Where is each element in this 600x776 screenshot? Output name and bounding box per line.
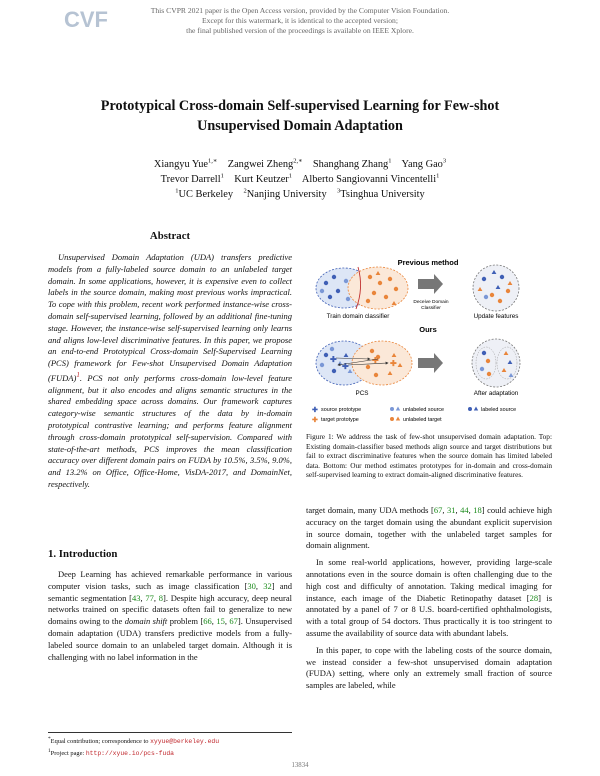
- target-prototype-marker: ✚: [312, 417, 318, 424]
- previous-method-label: Previous method: [397, 258, 459, 267]
- right-paragraph-3: In this paper, to cope with the labeling costs of the source domain, we instead consider a few-shot unsupervised domain adaptation (FUDA) setting, where only an extremely small fraction of source samples are labeled, while: [306, 644, 552, 691]
- abstract-paragraph: [48, 252, 292, 491]
- figure-1: [306, 255, 552, 427]
- citation-link[interactable]: 43: [131, 592, 141, 603]
- svg-text:✚: ✚: [390, 359, 397, 368]
- paper-title: [40, 96, 560, 136]
- author-block: [40, 157, 560, 202]
- affiliation-sup: 3: [337, 187, 341, 195]
- citation-link[interactable]: 67: [229, 616, 238, 627]
- citation-link[interactable]: 77: [145, 592, 154, 603]
- pcs-arrow: [418, 353, 443, 373]
- update-features-label: Update features: [473, 313, 519, 320]
- unlabeled-target-triangle: [396, 417, 400, 421]
- title-line-2: Unsupervised Domain Adaptation: [197, 118, 403, 134]
- footnote-2: [48, 747, 292, 759]
- right-paragraph-2: [306, 557, 552, 640]
- unlabeled-source-triangle: [396, 407, 400, 411]
- author-line-1: [40, 157, 560, 172]
- intro-text: ,: [140, 592, 146, 603]
- author-sup: 1: [288, 172, 293, 180]
- footnote-ref[interactable]: 1: [76, 370, 80, 379]
- deceive-label-line-2: Classifier: [421, 306, 441, 311]
- intro-text: ,: [255, 580, 264, 591]
- author-sup: 1: [388, 157, 392, 165]
- author-name: Zangwei Zheng: [227, 159, 294, 170]
- body-text: ] could achieve high accuracy on the target domain using the abundant explicit supervision in source domain, together with the unlabeled target samples for domain alignment.: [306, 505, 553, 551]
- svg-text:✚: ✚: [342, 362, 349, 371]
- body-text: ,: [468, 505, 474, 515]
- legend-source-prototype: source prototype: [321, 407, 362, 413]
- affiliation: Tsinghua University: [340, 189, 425, 200]
- body-text: ,: [455, 505, 461, 515]
- author-name: Yang Gao: [401, 159, 443, 170]
- citation-link[interactable]: 44: [460, 505, 469, 515]
- author-sup: 3: [442, 157, 447, 165]
- author-name: Trevor Darrell: [160, 174, 221, 185]
- intro-text: ]. Despite high accuracy, deep neural networks trained on specific datasets often fail to generalize to new domains owing to the: [48, 592, 292, 627]
- unlabeled-target-marker: [390, 417, 394, 421]
- pcs-diagram: [316, 341, 412, 397]
- watermark-line-3: the final published version of the proceedings is available on IEEE Xplore.: [186, 26, 414, 35]
- citation-link[interactable]: 28: [529, 592, 539, 603]
- affiliation-line: [40, 187, 560, 202]
- ours-label: Ours: [419, 325, 437, 334]
- footnote-mark: *: [48, 736, 51, 742]
- legend-unlabeled-source: unlabeled source: [403, 407, 445, 413]
- citation-link[interactable]: 67: [433, 505, 443, 515]
- intro-text: ,: [153, 592, 159, 603]
- legend-labeled-source: labeled source: [481, 407, 517, 413]
- intro-emphasis: domain shift: [124, 616, 168, 627]
- body-text: ,: [442, 505, 447, 515]
- intro-text: ] and semantic segmentation [: [48, 580, 292, 603]
- body-text: ] is annotated by a panel of 7 or 8 U.S. board-certified ophthalmologists, with a total group of 54 doctors. Thus practically it is too stringent to assume the availability of source data with abundant labels.: [306, 592, 553, 638]
- abstract-body: [48, 252, 292, 491]
- abstract-text: . PCS not only performs cross-domain low-level feature alignment, but it also encodes and aligns semantic structures in the shared embedding space across domains. Our framework captures category-wise semantic structures of the data by in-domain prototypical contrastive learning; and performs feature alignment through cross-domain prototypical self-supervision. Compared with state-of-the-art methods, PCS improves the mean classification accuracy over different domain pairs on FUDA by 10.5%, 3.5%, 9.0%, and 13.2% on Office, Office-Home, VisDA-2017, and DomainNet, respectively.: [48, 372, 292, 489]
- intro-body: [48, 569, 292, 663]
- right-paragraph-1: [306, 505, 552, 552]
- train-domain-classifier-diagram: [316, 267, 408, 320]
- author-sup: 1: [220, 172, 224, 180]
- pcs-label: PCS: [355, 390, 369, 397]
- author-name: Alberto Sangiovanni Vincentelli: [301, 174, 437, 185]
- title-line-1: Prototypical Cross-domain Self-supervised Learning for Few-shot: [100, 98, 500, 114]
- author-sup: 2,∗: [293, 157, 303, 165]
- svg-text:✚: ✚: [372, 356, 379, 365]
- figure-legend: [312, 406, 516, 424]
- footnote-mark: 1: [48, 747, 51, 754]
- intro-text: ,: [224, 616, 230, 627]
- after-adaptation-label: After adaptation: [473, 390, 519, 397]
- figure-caption: Figure 1: We address the task of few-shot unsupervised domain adaptation. Top: Existing domain-classifier based methods align source and target distributions but fail to extract discriminative features when the source domain has limited labeled data. Bottom: Our method estimates prototypes for in-domain and cross-domain self-supervised learning to extract domain-aligned discriminative features.: [306, 432, 552, 480]
- watermark-line-2: Except for this watermark, it is identical to the accepted version;: [202, 16, 398, 25]
- affiliation-sup: 1: [175, 187, 179, 195]
- intro-text: problem [: [167, 616, 204, 627]
- pcs-arrow-shape: [418, 353, 443, 373]
- email-link[interactable]: xyyue@berkeley.edu: [150, 738, 220, 746]
- labeled-source-marker: [468, 407, 472, 411]
- author-name: Xiangyu Yue: [153, 159, 209, 170]
- footnote-1: [48, 735, 292, 747]
- footnotes: [48, 732, 292, 758]
- labeled-source-triangle: [474, 407, 478, 411]
- deceive-label-line-1: Deceive Domain: [413, 300, 449, 305]
- intro-heading: 1. Introduction: [48, 548, 118, 560]
- right-column-body: [306, 505, 552, 692]
- abstract-heading: Abstract: [149, 230, 191, 242]
- affiliation: Nanjing University: [246, 189, 327, 200]
- watermark-line-1: This CVPR 2021 paper is the Open Access version, provided by the Computer Vision Foundation.: [150, 6, 450, 15]
- citation-link[interactable]: 31: [446, 505, 456, 515]
- unlabeled-source-marker: [390, 407, 394, 411]
- intro-text: ]. Unsupervised domain adaptation (UDA) transfers predictive models from a fully-labeled source domain to an unlabeled target domain. Although it is challenging with no label information in the: [48, 616, 292, 662]
- affiliation: UC Berkeley: [178, 189, 234, 200]
- citation-link[interactable]: 18: [473, 505, 482, 515]
- citation-link[interactable]: 66: [203, 616, 212, 627]
- page-number: 13834: [291, 762, 309, 769]
- project-page-link[interactable]: http://xyue.io/pcs-fuda: [85, 749, 175, 757]
- svg-text:✚: ✚: [330, 355, 337, 364]
- train-domain-classifier-label: Train domain classifier: [326, 313, 390, 320]
- after-adaptation-diagram: [472, 339, 520, 397]
- citation-link[interactable]: 15: [216, 616, 225, 627]
- open-access-watermark: [0, 6, 600, 36]
- deceive-arrow: [413, 274, 449, 311]
- citation-link[interactable]: 8: [158, 592, 163, 603]
- body-text: In some real-world applications, however, providing large-scale annotations even in the source domain is often challenging due to the high cost and difficulty of annotation. Taking medical imaging for instance, each image of the Diabetic Retinopathy dataset [: [306, 557, 552, 603]
- citation-link[interactable]: 32: [263, 580, 272, 591]
- legend-target-prototype: target prototype: [321, 417, 359, 423]
- author-line-2: [40, 172, 560, 187]
- intro-text: Deep Learning has achieved remarkable performance in various computer vision tasks, such as image classification [: [48, 569, 292, 591]
- cvf-logo-text: CVF: [64, 7, 108, 32]
- affiliation-sup: 2: [243, 187, 247, 195]
- intro-text: ,: [211, 616, 217, 627]
- author-sup: 1,∗: [208, 157, 218, 165]
- source-prototype-marker: ✚: [312, 407, 318, 414]
- body-text: target domain, many UDA methods [: [306, 505, 434, 515]
- citation-link[interactable]: 30: [247, 580, 256, 591]
- footnote-text: Project page:: [50, 749, 86, 757]
- abstract-text: Unsupervised Domain Adaptation (UDA) transfers predictive models from a fully-labeled source domain to an unlabeled target domain. In some applications, however, it is expensive even to collect labels in the source domain, making most previous works impractical. To cope with this problem, recent work performed instance-wise cross-domain self-supervised learning, followed by an additional fine-tuning stage. However, the instance-wise self-supervised learning only learns and aligns low-level discriminative features. In this paper, we propose an end-to-end Prototypical Cross-domain Self-Supervised Learning (PCS) framework for Few-shot Unsupervised Domain Adaptation (FUDA): [48, 252, 292, 383]
- author-name: Shanghang Zhang: [312, 159, 389, 170]
- author-name: Kurt Keutzer: [234, 174, 289, 185]
- author-sup: 1: [436, 172, 440, 180]
- deceive-arrow-shape: [418, 274, 443, 294]
- update-features-diagram: [473, 265, 519, 320]
- footnote-text: Equal contribution; correspondence to: [50, 738, 151, 746]
- legend-unlabeled-target: unlabeled target: [403, 417, 442, 423]
- intro-paragraph: [48, 569, 292, 663]
